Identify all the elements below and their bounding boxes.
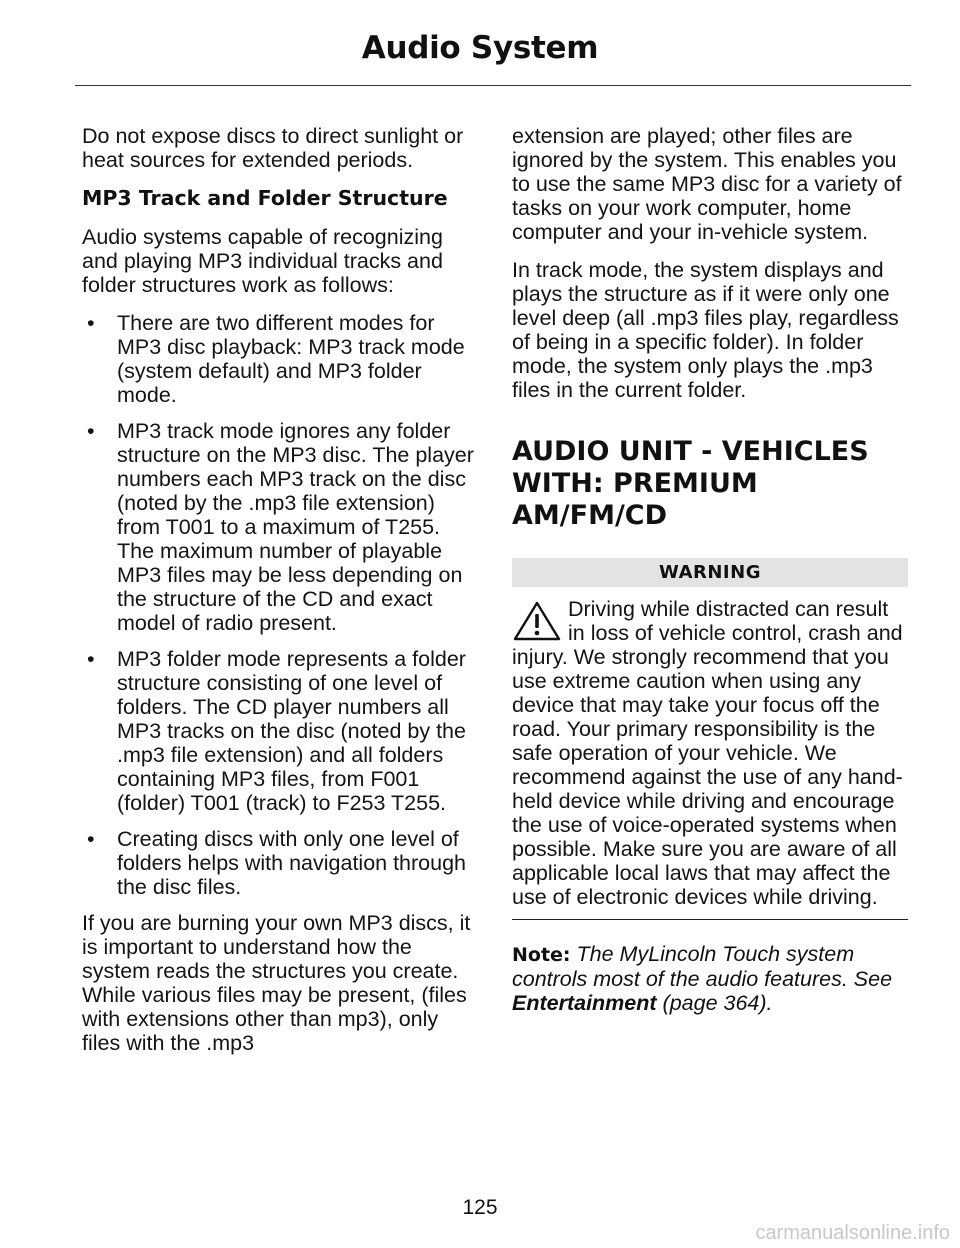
warning-box [512, 597, 908, 909]
left-column [82, 124, 478, 1069]
continuation-paragraph: extension are played; other files are ignored by the system. This enables you to use the same MP3 disc for a variety of tasks on your work computer, home computer and your in-vehicle system. [512, 124, 902, 244]
bullet-glyph: • [87, 647, 95, 671]
note-text: The MyLincoln Touch system controls most of the audio features. See [512, 942, 893, 991]
track-mode-paragraph: In track mode, the system displays and plays the structure as if it were only one level deep (all .mp3 files play, regardless of being in a specific folder). In folder mode, the system only plays the .mp3 files in the current folder. [512, 258, 899, 402]
intro-paragraph: Do not expose discs to direct sunlight or heat sources for extended periods. [82, 124, 464, 172]
list-item [82, 647, 478, 815]
list-item-text: There are two different modes for MP3 disc playback: MP3 track mode (system default) and MP3 folder mode. [117, 311, 465, 407]
header-divider [75, 85, 911, 86]
warning-banner: WARNING [512, 558, 908, 587]
warning-triangle-icon [512, 600, 562, 642]
list-item [82, 419, 478, 635]
section-heading-line: AM/FM/CD [512, 500, 668, 531]
list-item-text: Creating discs with only one level of folders helps with navigation through the disc files. [117, 827, 466, 899]
list-item-text: MP3 track mode ignores any folder structure on the MP3 disc. The player numbers each MP3 track on the disc (noted by the .mp3 file extension) from T001 to a maximum of T255. The maximum number of playable MP3 files may be less depending on the structure of the CD and exact model of radio present. [117, 419, 474, 635]
list-item [82, 827, 478, 899]
bullet-glyph: • [87, 827, 95, 851]
page-title: Audio System [361, 30, 599, 66]
section-heading-line: AUDIO UNIT - VEHICLES [512, 436, 869, 467]
list-item-text: MP3 folder mode represents a folder structure consisting of one level of folders. The CD player numbers all MP3 tracks on the disc (noted by the .mp3 file extension) and all folders containing MP3 files, from F001 (folder) T001 (track) to F253 T255. [117, 647, 466, 815]
list-item [82, 311, 478, 407]
closing-paragraph: If you are burning your own MP3 discs, it is important to understand how the system reads the structures you create. While various files may be present, (files with extensions other than mp3), only files with the .mp3 [82, 911, 471, 1055]
warning-text: Driving while distracted can result in loss of vehicle control, crash and injury. We strongly recommend that you use extreme caution when using any device that may take your focus off the road. Your primary responsibility is the safe operation of your vehicle. We recommend against the use of any hand-held device while driving and encourage the use of voice-operated systems when possible. Make sure you are aware of all applicable local laws that may affect the use of electronic devices while driving. [512, 597, 903, 909]
right-column [512, 124, 908, 1015]
note-label: Note: [512, 944, 571, 966]
mp3-bullet-list [82, 311, 478, 899]
section-heading [512, 436, 908, 532]
lead-paragraph: Audio systems capable of recognizing and playing MP3 individual tracks and folder structures work as follows: [82, 225, 443, 297]
section-heading-line: WITH: PREMIUM [512, 468, 758, 499]
mp3-subheading: MP3 Track and Folder Structure [82, 186, 448, 210]
page-number: 125 [462, 1196, 498, 1219]
warning-divider [512, 919, 908, 920]
bullet-glyph: • [87, 419, 95, 443]
bullet-glyph: • [87, 311, 95, 335]
note-paragraph [512, 942, 908, 1015]
entertainment-link[interactable]: Entertainment [512, 991, 657, 1015]
note-page-ref: (page 364). [662, 991, 773, 1015]
watermark: carmanualsonline.info [755, 1222, 950, 1244]
